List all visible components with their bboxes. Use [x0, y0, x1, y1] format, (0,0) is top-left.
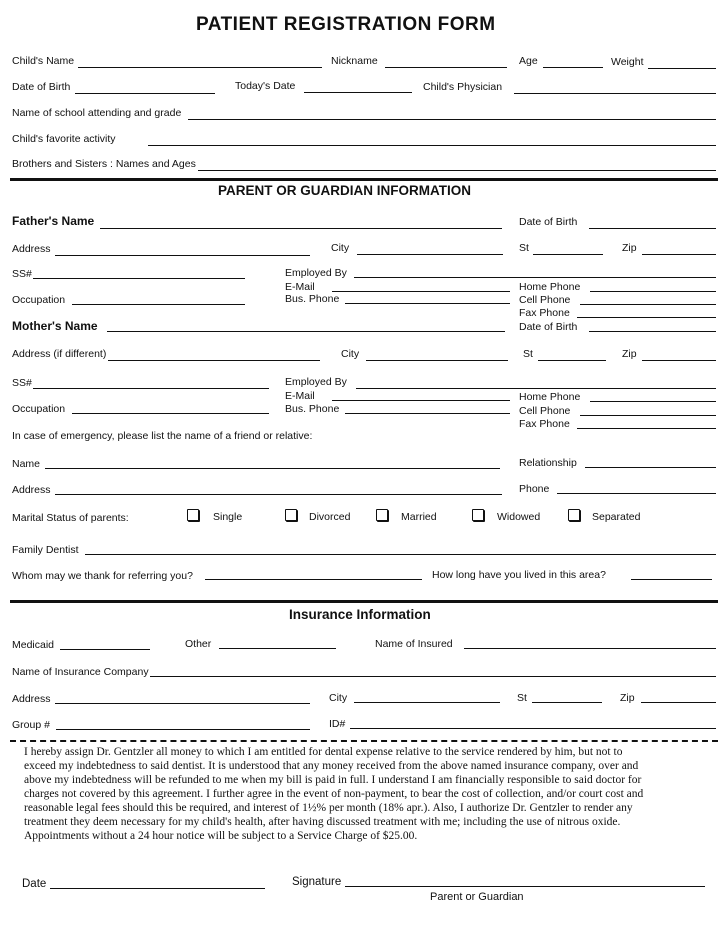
- name-insured-field[interactable]: [464, 636, 716, 649]
- medicaid-label: Medicaid: [12, 639, 55, 651]
- father-city-field[interactable]: [357, 242, 503, 255]
- emergency-address-field[interactable]: [55, 482, 502, 495]
- fathers-name-label: Father's Name: [12, 214, 95, 228]
- relationship-field[interactable]: [585, 455, 716, 468]
- form-title: PATIENT REGISTRATION FORM: [196, 14, 496, 35]
- separated-label: Separated: [592, 511, 641, 523]
- father-address-field[interactable]: [55, 243, 310, 256]
- emergency-intro: In case of emergency, please list the name of a friend or relative:: [12, 430, 313, 442]
- widowed-checkbox[interactable]: [472, 509, 484, 521]
- mother-zip-label: Zip: [622, 348, 637, 360]
- referral-field[interactable]: [205, 567, 422, 580]
- lived-label: How long have you lived in this area?: [432, 569, 606, 581]
- widowed-label: Widowed: [497, 511, 541, 523]
- father-home-phone-label: Home Phone: [519, 281, 581, 293]
- insurance-company-field[interactable]: [150, 664, 716, 677]
- dob-label: Date of Birth: [12, 81, 71, 93]
- fathers-name-field[interactable]: [100, 216, 502, 229]
- mother-cell-phone-field[interactable]: [580, 403, 716, 416]
- parent-guardian-label: Parent or Guardian: [430, 891, 524, 903]
- separated-checkbox[interactable]: [568, 509, 580, 521]
- id-label: ID#: [329, 718, 346, 730]
- father-home-phone-field[interactable]: [590, 279, 716, 292]
- mother-email-label: E-Mail: [285, 390, 315, 402]
- other-field[interactable]: [219, 636, 336, 649]
- mother-st-field[interactable]: [538, 348, 606, 361]
- id-field[interactable]: [350, 716, 716, 729]
- nickname-label: Nickname: [331, 55, 378, 67]
- mother-address-label: Address (if different): [12, 348, 107, 360]
- age-field[interactable]: [543, 55, 603, 68]
- signature-date-field[interactable]: [50, 876, 265, 889]
- todays-date-label: Today's Date: [235, 80, 296, 92]
- mother-employed-label: Employed By: [285, 376, 347, 388]
- mother-dob-field[interactable]: [589, 319, 716, 332]
- divorced-checkbox[interactable]: [285, 509, 297, 521]
- parent-section-title: PARENT OR GUARDIAN INFORMATION: [218, 183, 471, 198]
- mother-cell-phone-label: Cell Phone: [519, 405, 571, 417]
- mother-ss-field[interactable]: [33, 376, 269, 389]
- insurance-company-label: Name of Insurance Company: [12, 666, 149, 678]
- age-label: Age: [519, 55, 538, 67]
- mother-dob-label: Date of Birth: [519, 321, 578, 333]
- mothers-name-label: Mother's Name: [12, 319, 98, 333]
- single-checkbox[interactable]: [187, 509, 199, 521]
- weight-label: Weight: [611, 56, 644, 68]
- agreement-line-3: above my indebtedness will be refunded to me when my bill is paid in full. I understand I am financially responsible to said doctor for: [24, 774, 642, 786]
- school-label: Name of school attending and grade: [12, 107, 182, 119]
- section-divider: [10, 178, 718, 181]
- father-st-field[interactable]: [533, 242, 603, 255]
- mother-fax-phone-field[interactable]: [577, 416, 716, 429]
- mother-home-phone-label: Home Phone: [519, 391, 581, 403]
- insurance-st-field[interactable]: [532, 690, 602, 703]
- single-label: Single: [213, 511, 243, 523]
- lived-field[interactable]: [631, 567, 712, 580]
- mother-city-field[interactable]: [366, 348, 508, 361]
- father-employed-label: Employed By: [285, 267, 347, 279]
- signature-label: Signature: [292, 876, 342, 888]
- signature-field[interactable]: [345, 874, 705, 887]
- childs-name-label: Child's Name: [12, 55, 75, 67]
- physician-label: Child's Physician: [423, 81, 503, 93]
- family-dentist-field[interactable]: [85, 542, 716, 555]
- school-field[interactable]: [188, 107, 716, 120]
- agreement-line-6: treatment they deem necessary for my child's health, after having discussed treatment with me; including the use of nitrous oxide.: [24, 816, 621, 828]
- father-bus-phone-field[interactable]: [345, 291, 510, 304]
- father-fax-phone-field[interactable]: [577, 305, 716, 318]
- father-cell-phone-field[interactable]: [580, 292, 716, 305]
- group-label: Group #: [12, 719, 50, 731]
- emergency-name-label: Name: [12, 458, 41, 470]
- childs-name-field[interactable]: [78, 55, 322, 68]
- father-occupation-field[interactable]: [72, 292, 245, 305]
- medicaid-field[interactable]: [60, 637, 150, 650]
- insurance-city-field[interactable]: [354, 690, 500, 703]
- father-cell-phone-label: Cell Phone: [519, 294, 571, 306]
- father-zip-field[interactable]: [642, 242, 716, 255]
- mother-home-phone-field[interactable]: [590, 389, 716, 402]
- insurance-zip-label: Zip: [620, 692, 635, 704]
- father-address-label: Address: [12, 243, 51, 255]
- married-label: Married: [401, 511, 437, 523]
- mother-ss-label: SS#: [12, 377, 32, 389]
- mother-st-label: St: [523, 348, 533, 360]
- date-label: Date: [22, 878, 47, 890]
- emergency-name-field[interactable]: [45, 456, 500, 469]
- siblings-field[interactable]: [198, 158, 716, 171]
- insurance-zip-field[interactable]: [641, 690, 716, 703]
- physician-field[interactable]: [514, 81, 716, 94]
- insurance-st-label: St: [517, 692, 527, 704]
- agreement-line-2: exceed my indebtedness to said dentist. It is understood that any money received from the above named insurance company, over and: [24, 760, 639, 772]
- father-bus-phone-label: Bus. Phone: [285, 293, 340, 305]
- mothers-name-field[interactable]: [107, 319, 505, 332]
- mother-bus-phone-label: Bus. Phone: [285, 403, 340, 415]
- mother-email-field[interactable]: [332, 388, 510, 401]
- emergency-phone-label: Phone: [519, 483, 550, 495]
- insurance-address-field[interactable]: [55, 691, 310, 704]
- name-insured-label: Name of Insured: [375, 638, 453, 650]
- father-email-label: E-Mail: [285, 281, 315, 293]
- mother-city-label: City: [341, 348, 360, 360]
- father-ss-field[interactable]: [33, 266, 245, 279]
- insurance-address-label: Address: [12, 693, 51, 705]
- agreement-line-4: charges not covered by this agreement. I further agree in the event of non-payment, to bear the cost of collection, and/or court cost and: [24, 788, 644, 800]
- father-dob-field[interactable]: [589, 216, 716, 229]
- father-employed-field[interactable]: [354, 265, 716, 278]
- activity-label: Child's favorite activity: [12, 133, 116, 145]
- insurance-divider: [10, 600, 718, 603]
- emergency-phone-field[interactable]: [557, 481, 716, 494]
- emergency-address-label: Address: [12, 484, 51, 496]
- todays-date-field[interactable]: [304, 80, 412, 93]
- nickname-field[interactable]: [385, 55, 507, 68]
- agreement-divider: [10, 740, 718, 742]
- agreement-line-1: I hereby assign Dr. Gentzler all money to which I am entitled for dental expense relative to the service rendered by him, but not to: [24, 746, 623, 758]
- weight-field[interactable]: [648, 56, 716, 69]
- mother-fax-phone-label: Fax Phone: [519, 418, 570, 430]
- mother-zip-field[interactable]: [642, 348, 716, 361]
- mother-occupation-label: Occupation: [12, 403, 66, 415]
- father-st-label: St: [519, 242, 529, 254]
- referral-label: Whom may we thank for referring you?: [12, 570, 193, 582]
- father-occupation-label: Occupation: [12, 294, 66, 306]
- other-label: Other: [185, 638, 212, 650]
- mother-occupation-field[interactable]: [72, 401, 269, 414]
- relationship-label: Relationship: [519, 457, 577, 469]
- family-dentist-label: Family Dentist: [12, 544, 79, 556]
- father-city-label: City: [331, 242, 350, 254]
- mother-address-field[interactable]: [108, 348, 320, 361]
- insurance-section-title: Insurance Information: [289, 607, 431, 622]
- marital-status-label: Marital Status of parents:: [12, 512, 129, 524]
- father-zip-label: Zip: [622, 242, 637, 254]
- divorced-label: Divorced: [309, 511, 351, 523]
- insurance-city-label: City: [329, 692, 348, 704]
- siblings-label: Brothers and Sisters : Names and Ages: [12, 158, 196, 170]
- group-field[interactable]: [56, 717, 310, 730]
- married-checkbox[interactable]: [376, 509, 388, 521]
- father-ss-label: SS#: [12, 268, 32, 280]
- dob-field[interactable]: [75, 81, 215, 94]
- agreement-line-7: Appointments without a 24 hour notice will be subject to a Service Charge of $25.00.: [24, 830, 418, 842]
- mother-bus-phone-field[interactable]: [345, 401, 510, 414]
- agreement-line-5: reasonable legal fees should this be required, and interest of 1½% per month (18% apr.). Also, I authorize Dr. Gentzler to render any: [24, 802, 633, 814]
- father-fax-phone-label: Fax Phone: [519, 307, 570, 319]
- father-dob-label: Date of Birth: [519, 216, 578, 228]
- activity-field[interactable]: [148, 133, 716, 146]
